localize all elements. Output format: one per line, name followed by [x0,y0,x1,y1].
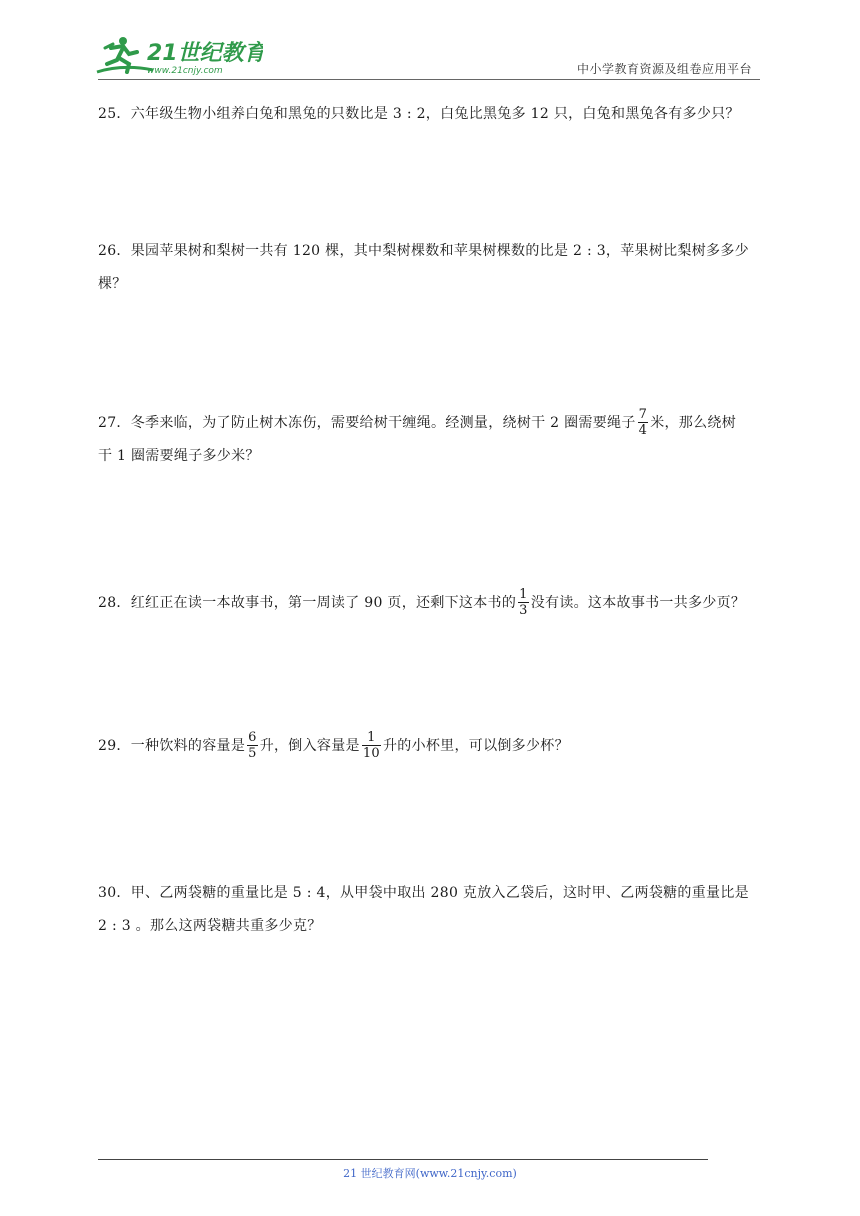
question-text: 红红正在读一本故事书，第一周读了 90 页，还剩下这本书的 [130,595,517,611]
fraction [247,730,258,761]
fraction-denominator: 3 [519,602,528,618]
fraction [518,587,529,618]
question-text: 升的小杯里，可以倒多少杯？ [382,738,569,754]
svg-text:www.21cnjy.com: www.21cnjy.com [147,66,223,76]
question-line [98,235,764,268]
question-line [98,877,764,910]
runner-logo-icon [93,34,263,78]
footer-divider [98,1159,708,1160]
fraction [362,730,381,761]
svg-text:21世纪教育: 21世纪教育 [147,41,263,66]
platform-title: 中小学教育资源及组卷应用平台 [576,62,752,76]
question-line [98,440,764,473]
question-text: 干 1 圈需要绳子多少米？ [98,448,260,464]
question-text: 甲、乙两袋糖的重量比是 5 : 4，从甲袋中取出 280 克放入乙袋后，这时甲、乙两袋糖的重量比是 [130,885,749,901]
question-line [98,730,764,763]
question-text: 没有读。这本故事书一共多少页？ [530,595,746,611]
fraction-numerator: 1 [519,586,528,602]
fraction-numerator: 7 [638,406,648,422]
question-text: 六年级生物小组养白兔和黑兔的只数比是 3 : 2，白兔比黑兔多 12 只，白兔和黑兔各有多少只？ [130,106,740,122]
question-number: 26． [98,243,131,259]
fraction [638,407,649,438]
question-line [98,98,764,131]
fraction-numerator: 1 [362,730,381,746]
header-divider [98,79,760,80]
question-number: 30． [98,885,131,901]
question-line [98,407,764,440]
question-27 [98,407,764,473]
question-number: 29． [98,738,131,754]
question-line [98,587,764,620]
question-28 [98,587,764,620]
fraction-denominator: 5 [248,745,257,761]
question-line [98,910,764,943]
question-number: 25． [98,106,131,122]
question-number: 28． [98,595,131,611]
fraction-numerator: 6 [248,729,257,745]
question-29 [98,730,764,763]
question-text: 冬季来临，为了防止树木冻伤，需要给树干缠绳。经测量，绕树干 2 圈需要绳子 [130,415,636,431]
question-26 [98,235,764,301]
question-30 [98,877,764,943]
question-text: 米，那么绕树 [650,415,737,431]
question-text: 2 : 3 。那么这两袋糖共重多少克？ [98,918,322,934]
footer-link[interactable]: 21 世纪教育网(www.21cnjy.com) [343,1167,517,1180]
question-text: 果园苹果树和梨树一共有 120 棵，其中梨树棵数和苹果树棵数的比是 2 : 3，苹果树比梨树多多少 [130,243,749,259]
question-text: 升，倒入容量是 [259,738,360,754]
question-text: 棵？ [98,276,127,292]
fraction-denominator: 10 [362,745,380,761]
question-text: 一种饮料的容量是 [130,738,246,754]
fraction-denominator: 4 [638,422,648,438]
question-line [98,268,764,301]
question-25 [98,98,764,131]
question-number: 27． [98,415,131,431]
site-logo[interactable] [93,34,263,78]
